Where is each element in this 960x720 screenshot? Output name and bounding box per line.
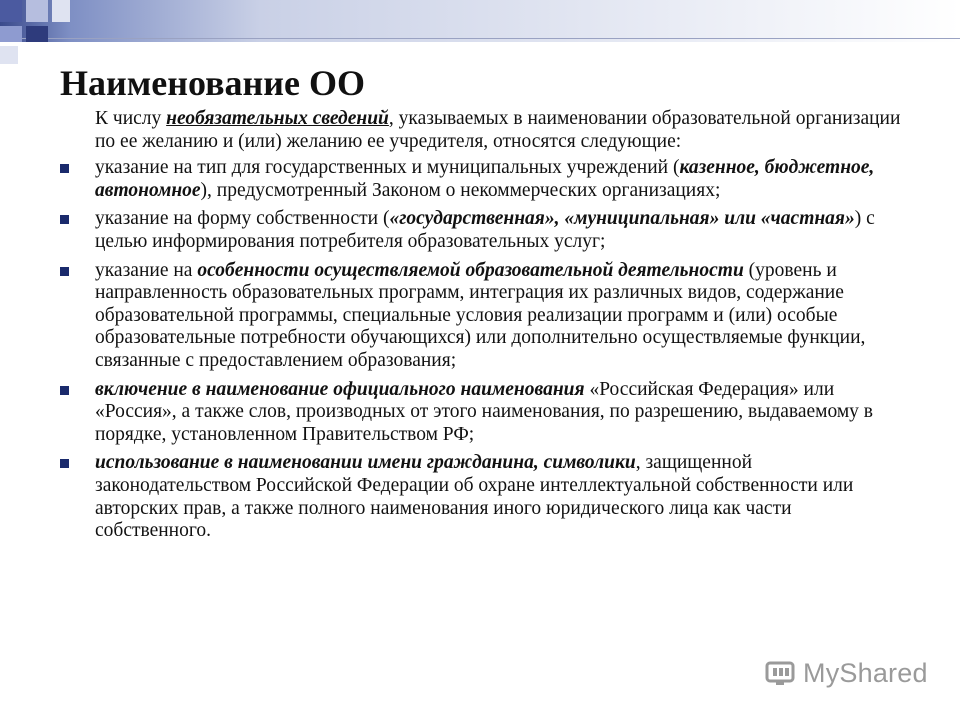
bullet-square-icon <box>60 267 69 276</box>
bullet-text: ) с целью информирования потребителя образовательных услуг; <box>95 208 875 252</box>
bullet-item <box>60 260 910 373</box>
bullet-square-icon <box>60 386 69 395</box>
decor-square <box>0 46 18 64</box>
intro-paragraph <box>60 108 910 153</box>
bullet-list <box>60 157 910 543</box>
bullet-text: «Российская Федерация» или «Россия», а также слов, производных от этого наименования, по разрешению, выдаваемому в порядке, установленном Правительством РФ; <box>95 378 874 445</box>
intro-text: , указываемых в наименовании образовательной организации по ее желанию и (или) желанию ее учредителя, относятся следующие: <box>95 108 901 152</box>
myshared-logo-icon <box>765 659 795 687</box>
bullet-item <box>60 157 910 202</box>
bullet-emphasis: включение в наименование официального наименования <box>95 378 585 400</box>
bullet-item <box>60 379 910 447</box>
decor-square <box>52 0 70 22</box>
bullet-emphasis: казенное, бюджетное, автономное <box>95 157 875 201</box>
bullet-emphasis: использование в наименовании имени гражданина, символики <box>95 452 636 474</box>
myshared-logo-text: MyShared <box>803 657 928 688</box>
bullet-text: указание на тип для государственных и муниципальных учреждений ( <box>95 157 680 179</box>
bullet-text: ), предусмотренный Законом о некоммерческих организациях; <box>200 179 721 201</box>
slide-title: Наименование ОО <box>60 63 365 103</box>
bullet-emphasis: особенности осуществляемой образовательной деятельности <box>197 259 744 281</box>
bullet-square-icon <box>60 164 69 173</box>
decor-square <box>0 0 22 22</box>
slide-body <box>60 108 910 549</box>
intro-text: К числу <box>95 108 167 129</box>
bullet-square-icon <box>60 459 69 468</box>
bullet-text: (уровень и направленность образовательных программ, интеграция их различных видов, содержание образовательной программы, специальные условия реализации программ и (или) особые образовательные потребности обучающихся) или дополнительно осуществляемые функции, связанные с предоставлением образования; <box>95 259 866 371</box>
myshared-watermark <box>765 655 928 691</box>
decor-square <box>26 26 48 42</box>
bullet-text: указание на форму собственности ( <box>95 208 390 230</box>
bullet-text: , защищенной законодательством Российской Федерации об охране интеллектуальной собственности или авторских прав, а также полного наименования иного юридического лица как части собственного. <box>95 452 854 542</box>
decor-square <box>26 0 48 22</box>
bullet-emphasis: «государственная», «муниципальная» или «частная» <box>389 208 855 230</box>
bullet-item <box>60 208 910 253</box>
intro-emphasis: необязательных сведений <box>166 108 389 129</box>
bullet-text: указание на <box>95 259 198 281</box>
top-decor-bar <box>0 0 960 42</box>
decor-square <box>0 26 22 42</box>
bullet-item <box>60 452 910 542</box>
bullet-square-icon <box>60 215 69 224</box>
top-decor-line <box>0 38 960 39</box>
